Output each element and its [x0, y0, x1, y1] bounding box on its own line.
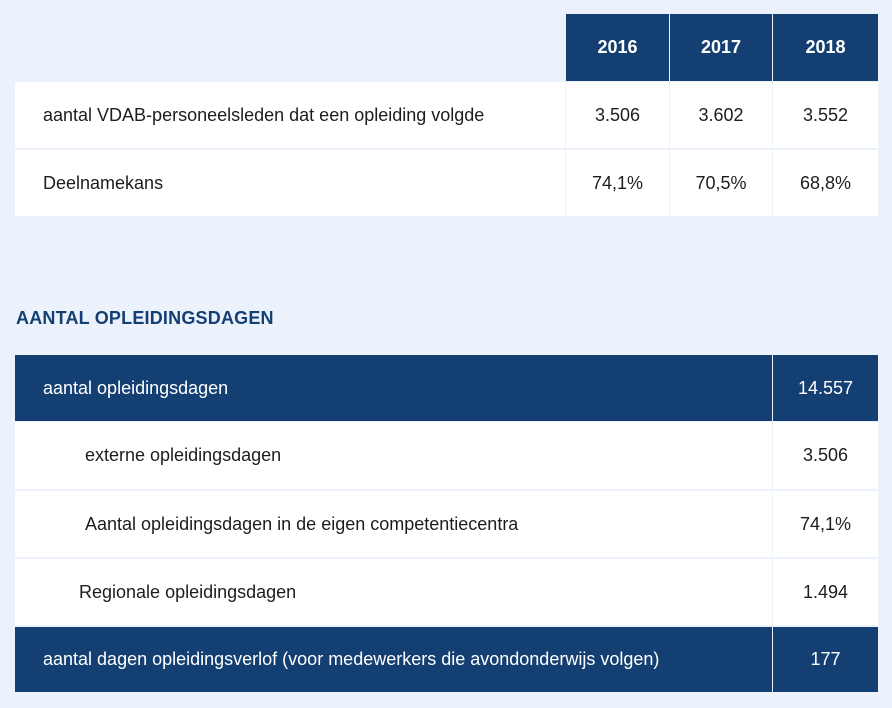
cell-external-days: 3.506 [773, 422, 878, 489]
row-label-external-days: externe opleidingsdagen [15, 422, 772, 489]
cell-deelnamekans-2018: 68,8% [773, 150, 878, 216]
cell-total-days: 14.557 [773, 355, 878, 421]
column-header-2017: 2017 [670, 14, 772, 81]
row-label-training-leave-days: aantal dagen opleidingsverlof (voor medewerkers die avondonderwijs volgen) [15, 627, 772, 692]
cell-training-leave-days: 177 [773, 627, 878, 692]
cell-regional-days: 1.494 [773, 559, 878, 625]
row-label-participants: aantal VDAB-personeelsleden dat een opleiding volgde [15, 82, 565, 148]
column-header-2016: 2016 [566, 14, 669, 81]
row-label-total-days: aantal opleidingsdagen [15, 355, 772, 421]
cell-deelnamekans-2016: 74,1% [566, 150, 669, 216]
cell-deelnamekans-2017: 70,5% [670, 150, 772, 216]
row-label-competence-centre-days: Aantal opleidingsdagen in de eigen competentiecentra [15, 491, 772, 557]
cell-participants-2018: 3.552 [773, 82, 878, 148]
cell-competence-centre-days: 74,1% [773, 491, 878, 557]
cell-participants-2016: 3.506 [566, 82, 669, 148]
cell-participants-2017: 3.602 [670, 82, 772, 148]
column-header-2018: 2018 [773, 14, 878, 81]
row-label-deelnamekans: Deelnamekans [15, 150, 565, 216]
row-label-regional-days: Regionale opleidingsdagen [15, 559, 772, 625]
section-heading: AANTAL OPLEIDINGSDAGEN [16, 308, 274, 328]
